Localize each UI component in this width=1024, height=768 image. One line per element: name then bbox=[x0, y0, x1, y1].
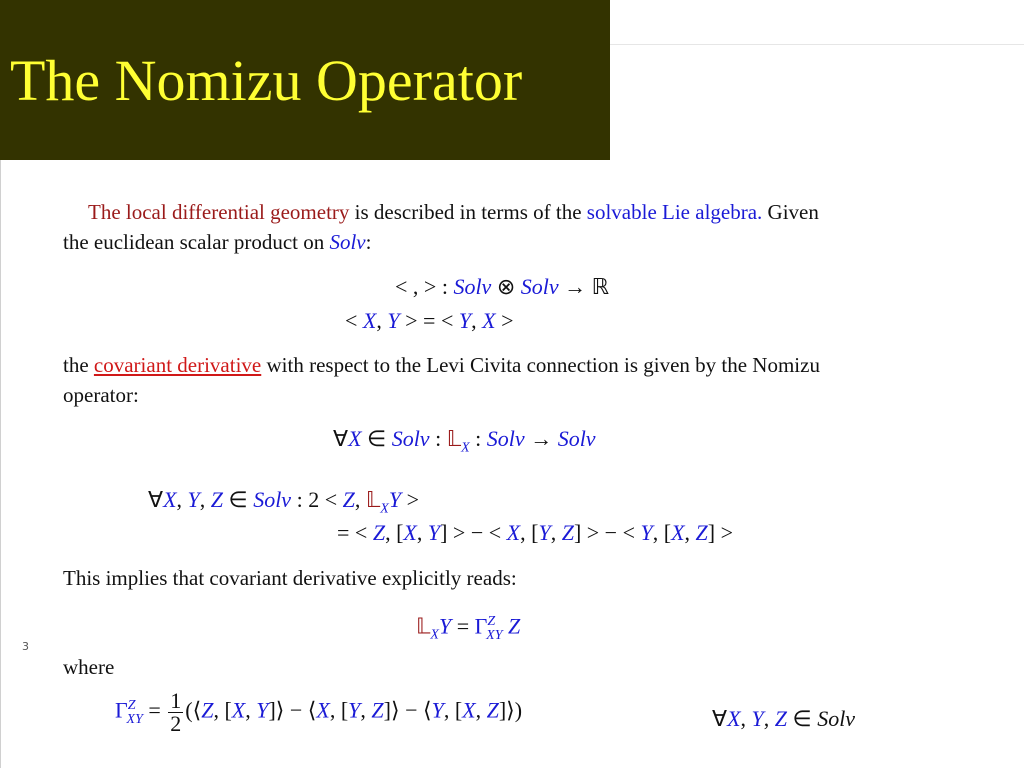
eq1-solv-b: Solv bbox=[520, 274, 559, 299]
equation-scalar-product bbox=[395, 272, 609, 302]
intro-text-1: is described in terms of the bbox=[349, 200, 587, 224]
eq1b-p3: > bbox=[495, 308, 514, 333]
eq1-left: < , > : bbox=[395, 274, 454, 299]
eq5-y2: Y bbox=[348, 697, 361, 723]
covariant-line-1 bbox=[63, 350, 820, 380]
eq3b-i: , bbox=[684, 520, 696, 545]
fraction-denominator: 2 bbox=[170, 711, 182, 736]
covariant-line-2: operator: bbox=[63, 383, 139, 407]
eq5-z2: Z bbox=[371, 697, 384, 723]
eq3a-Lsub: X bbox=[380, 501, 389, 517]
top-divider bbox=[610, 44, 1024, 45]
eq5-fy: Y bbox=[751, 706, 764, 731]
covariant-derivative-link[interactable]: covariant derivative bbox=[93, 353, 262, 377]
eq3a-in: ∈ bbox=[223, 487, 254, 512]
equation-christoffel-form bbox=[416, 607, 520, 651]
eq3b-z3: Z bbox=[695, 520, 708, 545]
eq5-fc1: , bbox=[740, 706, 752, 731]
eq5-sub: XY bbox=[126, 711, 143, 727]
intro-text-2: Given bbox=[762, 200, 819, 224]
eq3a-colon: : 2 < bbox=[291, 487, 343, 512]
eq5-z3: Z bbox=[486, 697, 499, 723]
eq3b-z: Z bbox=[372, 520, 386, 545]
intro-line2-text: the euclidean scalar product on bbox=[63, 230, 330, 254]
eq3b-j: ] > bbox=[707, 520, 734, 545]
eq1-tensor: ⊗ bbox=[491, 274, 521, 299]
eq5-fin: ∈ bbox=[787, 706, 818, 731]
eq5-b1: , [ bbox=[213, 697, 232, 723]
title-banner bbox=[0, 0, 610, 160]
eq5-b8: , bbox=[475, 697, 487, 723]
eq3b-b: , [ bbox=[385, 520, 404, 545]
eq3a-c3: , bbox=[354, 487, 366, 512]
eq1b-x2: X bbox=[482, 308, 496, 333]
eq1b-p1: < bbox=[345, 308, 363, 333]
eq2-colon: : bbox=[429, 426, 447, 451]
eq4-sup: Z bbox=[487, 614, 496, 629]
eq3a-z2: Z bbox=[342, 487, 355, 512]
left-divider bbox=[0, 160, 1, 768]
eq5-fz: Z bbox=[774, 706, 788, 731]
eq2-colon2: : bbox=[469, 426, 487, 451]
eq5-b5: , bbox=[360, 697, 372, 723]
eq3a-y2: Y bbox=[388, 487, 402, 512]
eq4-L: 𝕃 bbox=[416, 613, 431, 639]
equation-nomizu-map bbox=[333, 424, 596, 463]
eq1b-x: X bbox=[362, 308, 377, 333]
eq3b-g: ] > − < bbox=[573, 520, 641, 545]
eq5-b2: , bbox=[245, 697, 257, 723]
eq3b-e: , [ bbox=[520, 520, 539, 545]
eq4-eq: = bbox=[451, 613, 475, 639]
eq3b-y3: Y bbox=[640, 520, 653, 545]
eq5-y3: Y bbox=[431, 697, 444, 723]
where-text: where bbox=[63, 655, 115, 679]
eq5-eq: = bbox=[142, 697, 167, 723]
eq5-b7: , [ bbox=[443, 697, 463, 723]
eq3b-z2: Z bbox=[561, 520, 574, 545]
eq3a-c2: , bbox=[199, 487, 211, 512]
eq3b-a: = < bbox=[337, 520, 373, 545]
eq5-b0: (⟨ bbox=[185, 697, 202, 723]
eq3b-y: Y bbox=[427, 520, 441, 545]
eq2-solv3: Solv bbox=[557, 426, 596, 451]
eq1b-comma2: , bbox=[471, 308, 483, 333]
eq3a-end: > bbox=[401, 487, 419, 512]
eq2-solv2: Solv bbox=[486, 426, 525, 451]
eq3a-solv: Solv bbox=[253, 487, 292, 512]
cov-text-2: with respect to the Levi Civita connection is given by the Nomizu bbox=[261, 353, 820, 377]
equation-symmetry bbox=[345, 306, 513, 336]
eq5-forall: ∀ bbox=[712, 706, 728, 731]
eq1b-p2: > = < bbox=[399, 308, 459, 333]
eq1-arrow: → ℝ bbox=[558, 274, 610, 299]
eq1-solv-a: Solv bbox=[453, 274, 492, 299]
slide-number: 3 bbox=[22, 640, 29, 653]
one-half-fraction bbox=[168, 690, 183, 735]
eq2-forall: ∀ bbox=[333, 426, 349, 451]
slide-title: The Nomizu Operator bbox=[10, 48, 523, 113]
eq3b-x3: X bbox=[671, 520, 685, 545]
cov-text-1: the bbox=[63, 353, 94, 377]
eq2-x: X bbox=[348, 426, 362, 451]
eq5-fc2: , bbox=[763, 706, 775, 731]
eq2-solv: Solv bbox=[391, 426, 430, 451]
eq2-L: 𝕃 bbox=[446, 426, 462, 451]
eq1b-comma: , bbox=[376, 308, 388, 333]
equation-christoffel-quantifier bbox=[712, 704, 855, 734]
eq5-fx: X bbox=[727, 706, 741, 731]
eq2-Lsub: X bbox=[461, 440, 470, 456]
intro-line-1 bbox=[88, 197, 819, 227]
eq3b-h: , [ bbox=[652, 520, 672, 545]
eq5-y: Y bbox=[256, 697, 269, 723]
eq5-b6: ]⟩ − ⟨ bbox=[383, 697, 432, 723]
eq5-b4: , [ bbox=[329, 697, 349, 723]
intro-line2-math: Solv bbox=[329, 230, 366, 254]
eq5-x: X bbox=[231, 697, 246, 723]
intro-line2-end: : bbox=[365, 230, 372, 254]
eq4-gamma: Γ bbox=[474, 613, 488, 639]
implies-text: This implies that covariant derivative explicitly reads: bbox=[63, 566, 517, 590]
eq4-Lsub: X bbox=[430, 627, 439, 643]
eq4-y: Y bbox=[438, 613, 452, 639]
eq4-z: Z bbox=[508, 613, 521, 639]
eq3b-d: ] > − < bbox=[440, 520, 507, 545]
eq2-in: ∈ bbox=[361, 426, 392, 451]
eq3a-L: 𝕃 bbox=[365, 487, 381, 512]
fraction-numerator: 1 bbox=[170, 688, 182, 713]
eq5-x2: X bbox=[316, 697, 330, 723]
eq3b-x2: X bbox=[506, 520, 521, 545]
eq5-gamma: Γ bbox=[115, 697, 128, 723]
eq5-b9: ]⟩) bbox=[498, 697, 523, 723]
eq1b-y2: Y bbox=[458, 308, 472, 333]
eq1b-y: Y bbox=[387, 308, 400, 333]
intro-blue-phrase: solvable Lie algebra. bbox=[586, 200, 763, 224]
eq3b-y2: Y bbox=[538, 520, 551, 545]
intro-line-2 bbox=[63, 227, 371, 257]
eq3b-f: , bbox=[550, 520, 562, 545]
intro-red-phrase: The local differential geometry bbox=[88, 200, 350, 224]
eq3a-z: Z bbox=[210, 487, 224, 512]
eq3a-forall: ∀ bbox=[148, 487, 164, 512]
eq4-sub: XY bbox=[486, 627, 503, 643]
eq3b-c: , bbox=[416, 520, 428, 545]
eq5-b3: ]⟩ − ⟨ bbox=[268, 697, 317, 723]
eq5-z: Z bbox=[201, 697, 214, 723]
eq3b-x: X bbox=[403, 520, 417, 545]
eq2-arrow: → bbox=[524, 426, 558, 451]
eq3a-y: Y bbox=[187, 487, 200, 512]
equation-nomizu-def-line-2 bbox=[337, 518, 733, 548]
equation-christoffel-symbols bbox=[115, 690, 522, 735]
eq3a-x: X bbox=[163, 487, 177, 512]
eq5-x3: X bbox=[462, 697, 476, 723]
eq5-sup: Z bbox=[127, 698, 136, 714]
eq3a-c1: , bbox=[176, 487, 188, 512]
eq5-fsolv: Solv bbox=[817, 706, 856, 731]
